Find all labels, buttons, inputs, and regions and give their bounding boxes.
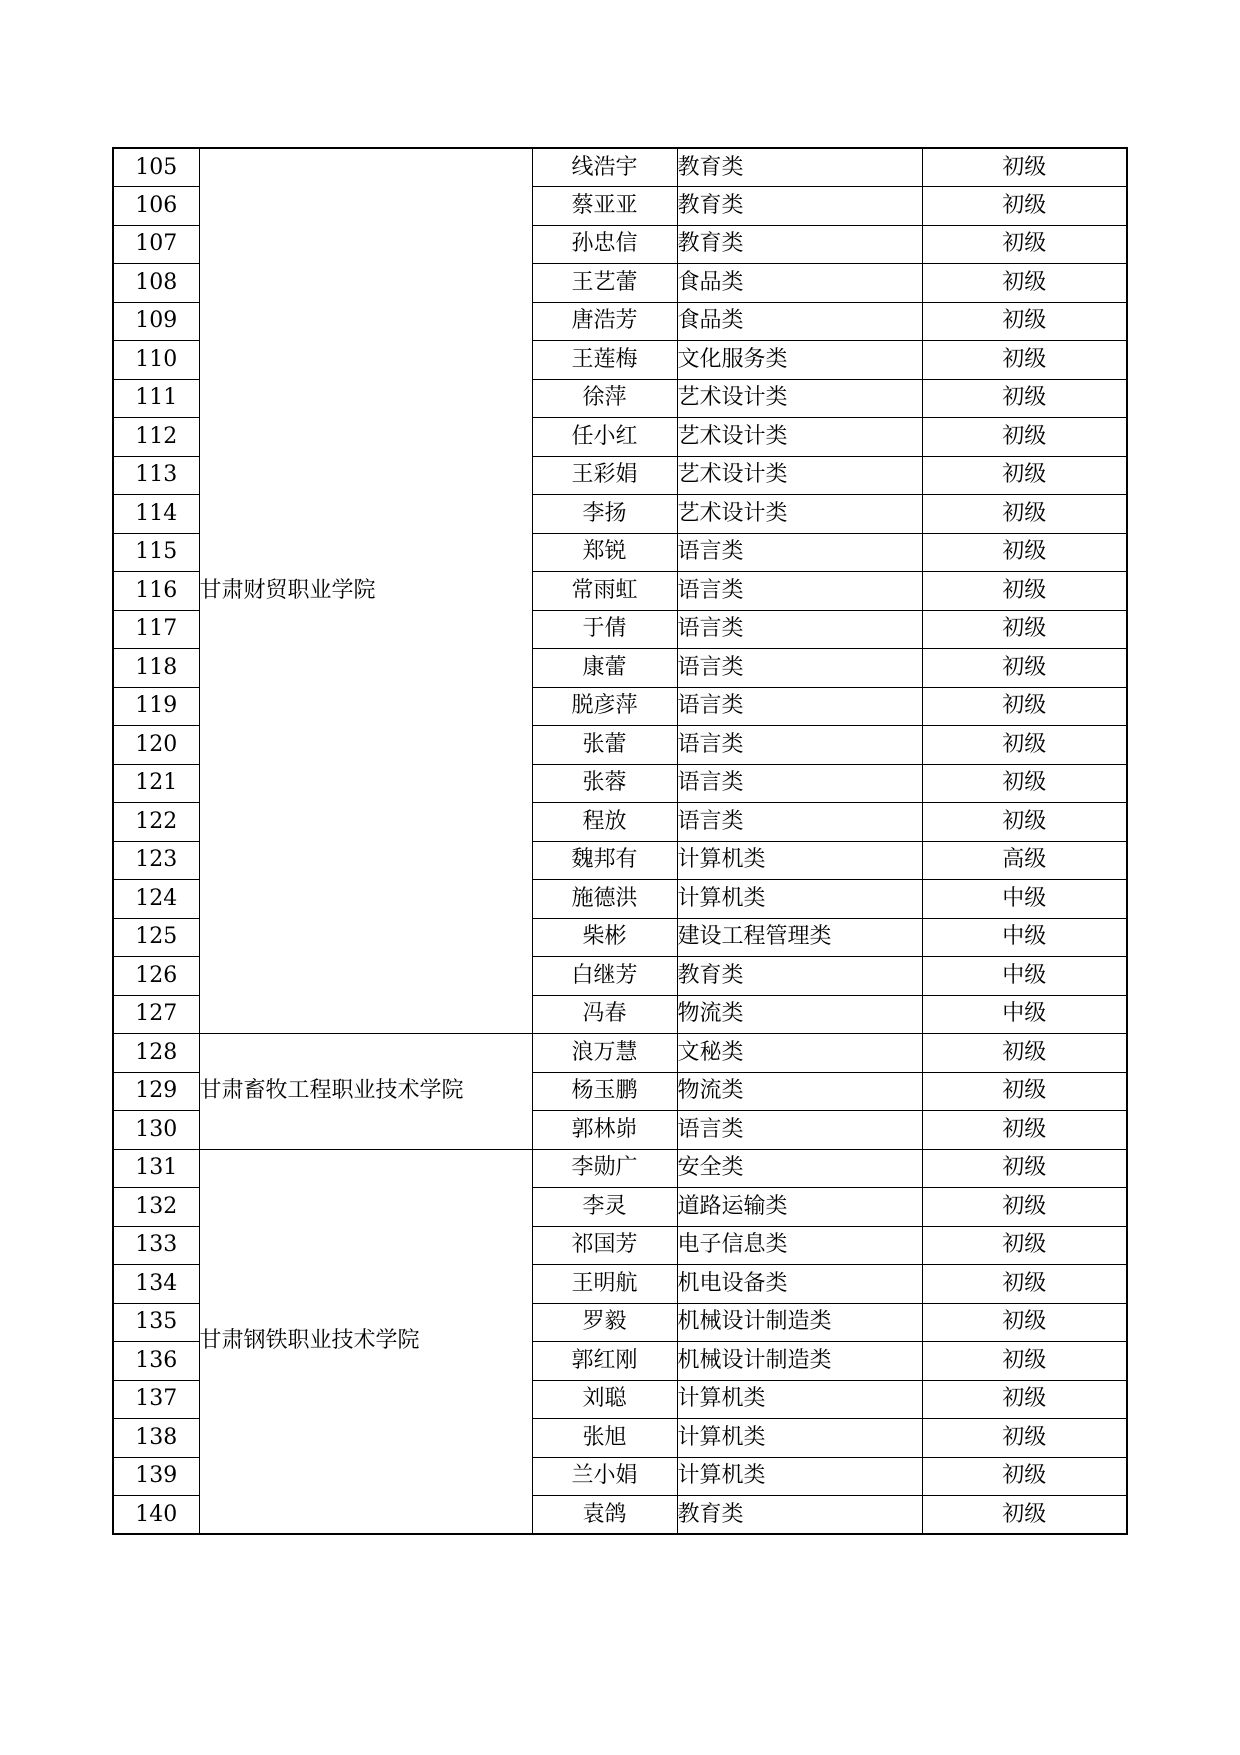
person-name: 张旭 <box>532 1419 677 1458</box>
person-name: 祁国芳 <box>532 1226 677 1265</box>
category-cell: 物流类 <box>677 1072 922 1111</box>
row-number: 111 <box>113 379 199 418</box>
level-cell: 初级 <box>922 1111 1127 1150</box>
row-number: 117 <box>113 610 199 649</box>
row-number: 137 <box>113 1380 199 1419</box>
level-cell: 初级 <box>922 1303 1127 1342</box>
row-number: 124 <box>113 880 199 919</box>
row-number: 119 <box>113 687 199 726</box>
category-cell: 计算机类 <box>677 880 922 919</box>
school-name-cell: 甘肃畜牧工程职业技术学院 <box>199 1034 532 1150</box>
category-cell: 语言类 <box>677 572 922 611</box>
category-cell: 建设工程管理类 <box>677 918 922 957</box>
person-name: 浪万慧 <box>532 1034 677 1073</box>
person-name: 程放 <box>532 803 677 842</box>
category-cell: 教育类 <box>677 1496 922 1535</box>
person-name: 脱彦萍 <box>532 687 677 726</box>
person-name: 王明航 <box>532 1265 677 1304</box>
level-cell: 初级 <box>922 302 1127 341</box>
row-number: 108 <box>113 264 199 303</box>
category-cell: 物流类 <box>677 995 922 1034</box>
row-number: 105 <box>113 148 199 187</box>
row-number: 138 <box>113 1419 199 1458</box>
row-number: 115 <box>113 533 199 572</box>
person-name: 王彩娟 <box>532 456 677 495</box>
row-number: 131 <box>113 1149 199 1188</box>
person-name: 冯春 <box>532 995 677 1034</box>
row-number: 107 <box>113 225 199 264</box>
row-number: 112 <box>113 418 199 457</box>
category-cell: 文秘类 <box>677 1034 922 1073</box>
row-number: 113 <box>113 456 199 495</box>
person-name: 于倩 <box>532 610 677 649</box>
category-cell: 计算机类 <box>677 1457 922 1496</box>
row-number: 120 <box>113 726 199 765</box>
level-cell: 初级 <box>922 418 1127 457</box>
person-name: 徐萍 <box>532 379 677 418</box>
level-cell: 初级 <box>922 187 1127 226</box>
level-cell: 初级 <box>922 379 1127 418</box>
row-number: 127 <box>113 995 199 1034</box>
category-cell: 教育类 <box>677 957 922 996</box>
person-name: 张蓉 <box>532 764 677 803</box>
level-cell: 初级 <box>922 148 1127 187</box>
level-cell: 初级 <box>922 803 1127 842</box>
person-name: 康蕾 <box>532 649 677 688</box>
level-cell: 中级 <box>922 957 1127 996</box>
level-cell: 初级 <box>922 572 1127 611</box>
row-number: 130 <box>113 1111 199 1150</box>
level-cell: 初级 <box>922 533 1127 572</box>
person-name: 罗毅 <box>532 1303 677 1342</box>
category-cell: 机电设备类 <box>677 1265 922 1304</box>
row-number: 135 <box>113 1303 199 1342</box>
person-name: 郑锐 <box>532 533 677 572</box>
category-cell: 语言类 <box>677 726 922 765</box>
table-body <box>113 148 1127 1534</box>
person-name: 李勋广 <box>532 1149 677 1188</box>
level-cell: 中级 <box>922 880 1127 919</box>
person-name: 蔡亚亚 <box>532 187 677 226</box>
level-cell: 初级 <box>922 649 1127 688</box>
row-number: 123 <box>113 841 199 880</box>
level-cell: 初级 <box>922 1072 1127 1111</box>
level-cell: 初级 <box>922 341 1127 380</box>
category-cell: 语言类 <box>677 803 922 842</box>
row-number: 109 <box>113 302 199 341</box>
person-name: 白继芳 <box>532 957 677 996</box>
category-cell: 语言类 <box>677 649 922 688</box>
category-cell: 艺术设计类 <box>677 456 922 495</box>
row-number: 129 <box>113 1072 199 1111</box>
school-name-cell: 甘肃财贸职业学院 <box>199 148 532 1034</box>
person-name: 魏邦有 <box>532 841 677 880</box>
level-cell: 中级 <box>922 995 1127 1034</box>
category-cell: 艺术设计类 <box>677 379 922 418</box>
level-cell: 初级 <box>922 1149 1127 1188</box>
row-number: 121 <box>113 764 199 803</box>
table-row <box>113 148 1127 187</box>
category-cell: 语言类 <box>677 687 922 726</box>
category-cell: 语言类 <box>677 764 922 803</box>
person-name: 郭红刚 <box>532 1342 677 1381</box>
row-number: 110 <box>113 341 199 380</box>
level-cell: 中级 <box>922 918 1127 957</box>
row-number: 114 <box>113 495 199 534</box>
person-name: 郭林峁 <box>532 1111 677 1150</box>
person-name: 常雨虹 <box>532 572 677 611</box>
category-cell: 计算机类 <box>677 1380 922 1419</box>
row-number: 139 <box>113 1457 199 1496</box>
row-number: 125 <box>113 918 199 957</box>
person-name: 刘聪 <box>532 1380 677 1419</box>
person-name: 袁鸽 <box>532 1496 677 1535</box>
row-number: 126 <box>113 957 199 996</box>
level-cell: 初级 <box>922 1226 1127 1265</box>
table-row <box>113 1034 1127 1073</box>
person-name: 施德洪 <box>532 880 677 919</box>
level-cell: 初级 <box>922 610 1127 649</box>
person-name: 唐浩芳 <box>532 302 677 341</box>
category-cell: 道路运输类 <box>677 1188 922 1227</box>
category-cell: 艺术设计类 <box>677 495 922 534</box>
row-number: 116 <box>113 572 199 611</box>
row-number: 132 <box>113 1188 199 1227</box>
personnel-table <box>112 147 1128 1535</box>
category-cell: 电子信息类 <box>677 1226 922 1265</box>
level-cell: 初级 <box>922 687 1127 726</box>
level-cell: 初级 <box>922 764 1127 803</box>
person-name: 李灵 <box>532 1188 677 1227</box>
level-cell: 初级 <box>922 1380 1127 1419</box>
category-cell: 机械设计制造类 <box>677 1342 922 1381</box>
person-name: 张蕾 <box>532 726 677 765</box>
level-cell: 初级 <box>922 495 1127 534</box>
category-cell: 语言类 <box>677 610 922 649</box>
level-cell: 初级 <box>922 1188 1127 1227</box>
row-number: 128 <box>113 1034 199 1073</box>
category-cell: 安全类 <box>677 1149 922 1188</box>
person-name: 王艺蕾 <box>532 264 677 303</box>
level-cell: 初级 <box>922 1034 1127 1073</box>
level-cell: 初级 <box>922 225 1127 264</box>
category-cell: 语言类 <box>677 1111 922 1150</box>
category-cell: 文化服务类 <box>677 341 922 380</box>
person-name: 线浩宇 <box>532 148 677 187</box>
category-cell: 教育类 <box>677 187 922 226</box>
level-cell: 初级 <box>922 1457 1127 1496</box>
row-number: 134 <box>113 1265 199 1304</box>
person-name: 李扬 <box>532 495 677 534</box>
person-name: 兰小娟 <box>532 1457 677 1496</box>
person-name: 王莲梅 <box>532 341 677 380</box>
person-name: 任小红 <box>532 418 677 457</box>
table-row <box>113 1149 1127 1188</box>
level-cell: 初级 <box>922 1342 1127 1381</box>
level-cell: 初级 <box>922 726 1127 765</box>
row-number: 118 <box>113 649 199 688</box>
level-cell: 高级 <box>922 841 1127 880</box>
level-cell: 初级 <box>922 1265 1127 1304</box>
level-cell: 初级 <box>922 264 1127 303</box>
row-number: 106 <box>113 187 199 226</box>
person-name: 孙忠信 <box>532 225 677 264</box>
level-cell: 初级 <box>922 1496 1127 1535</box>
category-cell: 艺术设计类 <box>677 418 922 457</box>
category-cell: 计算机类 <box>677 841 922 880</box>
level-cell: 初级 <box>922 1419 1127 1458</box>
row-number: 136 <box>113 1342 199 1381</box>
category-cell: 语言类 <box>677 533 922 572</box>
category-cell: 教育类 <box>677 148 922 187</box>
category-cell: 机械设计制造类 <box>677 1303 922 1342</box>
category-cell: 食品类 <box>677 264 922 303</box>
person-name: 柴彬 <box>532 918 677 957</box>
person-name: 杨玉鹏 <box>532 1072 677 1111</box>
category-cell: 计算机类 <box>677 1419 922 1458</box>
category-cell: 教育类 <box>677 225 922 264</box>
school-name-cell: 甘肃钢铁职业技术学院 <box>199 1149 532 1534</box>
row-number: 140 <box>113 1496 199 1535</box>
row-number: 133 <box>113 1226 199 1265</box>
category-cell: 食品类 <box>677 302 922 341</box>
level-cell: 初级 <box>922 456 1127 495</box>
row-number: 122 <box>113 803 199 842</box>
